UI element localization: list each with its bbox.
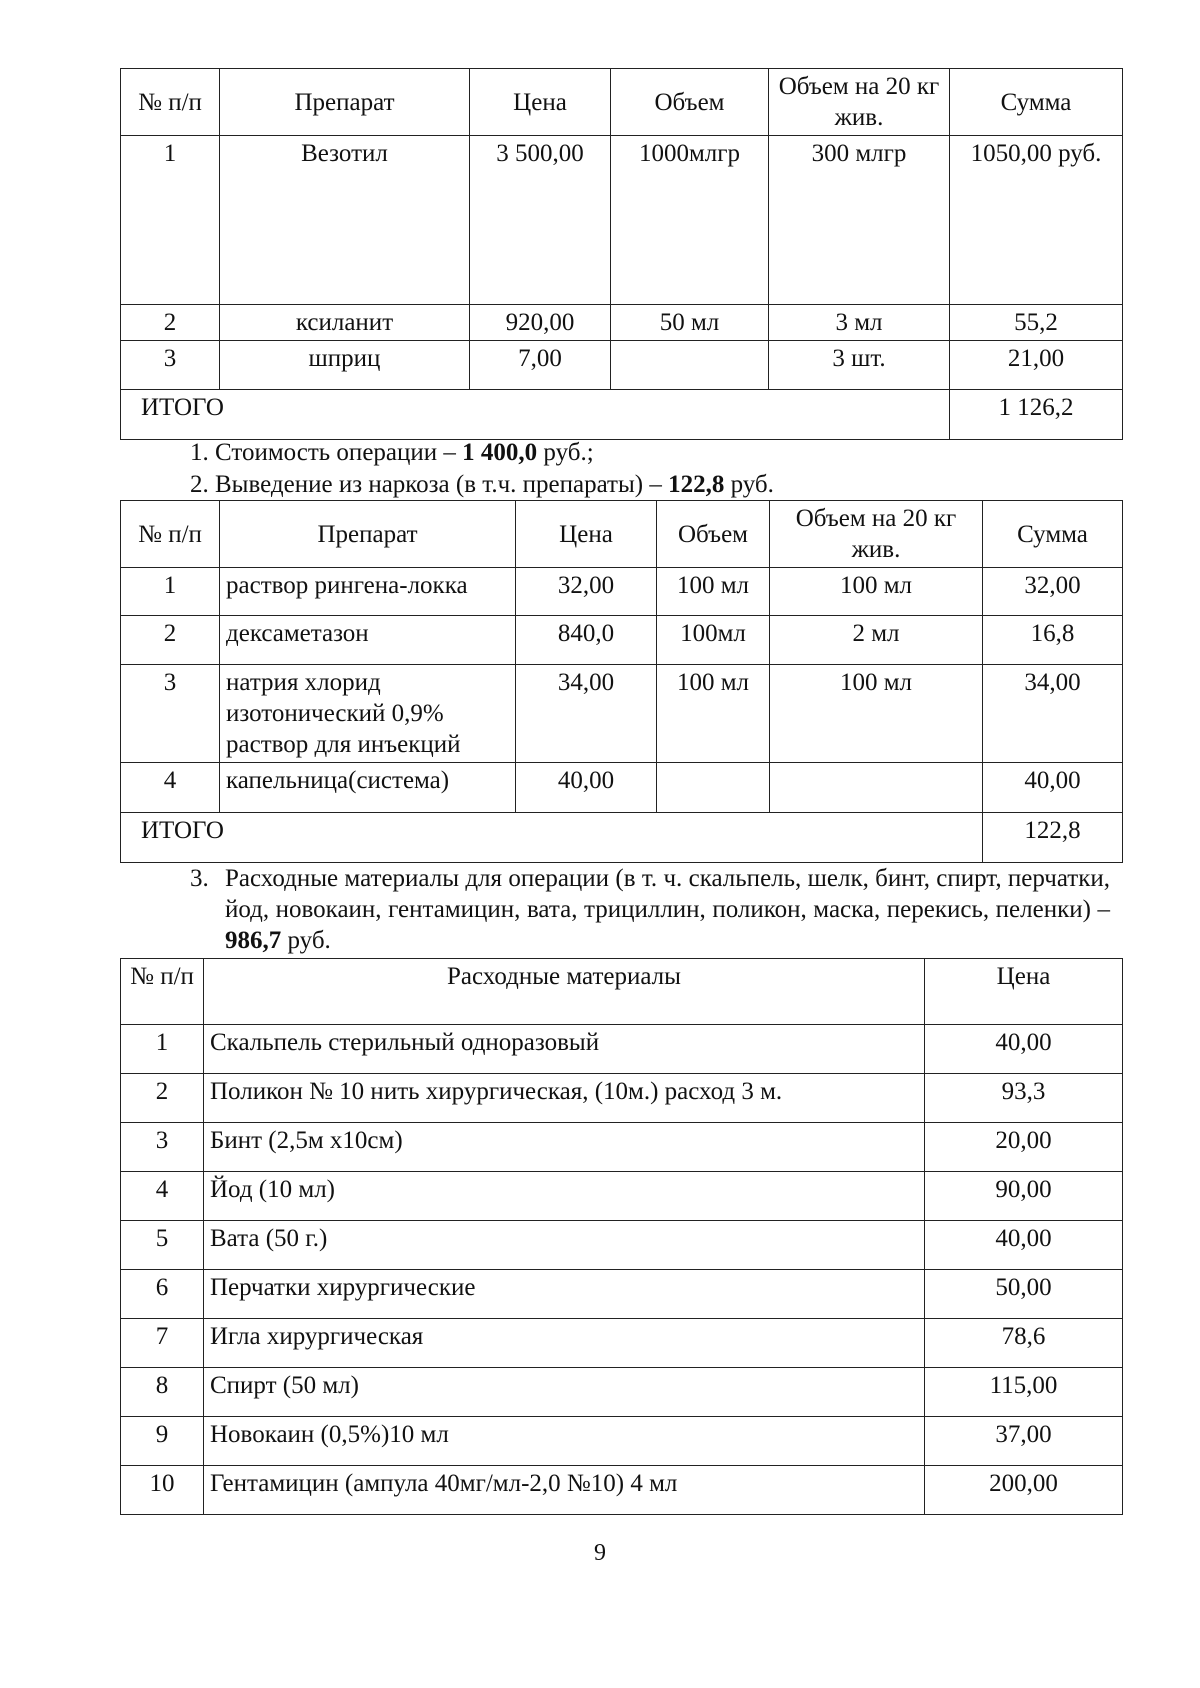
cell: 34,00: [983, 665, 1123, 763]
materials-table: [120, 958, 1123, 1515]
cell: 21,00: [950, 341, 1123, 390]
cell: 78,6: [925, 1319, 1123, 1368]
cell: 7,00: [470, 341, 611, 390]
list-text: Выведение из наркоза (в т.ч. препараты) –: [215, 471, 662, 498]
header-cell: Препарат: [220, 501, 516, 568]
cell: [611, 341, 769, 390]
table-row: [121, 616, 1123, 665]
header-cell: Цена: [516, 501, 657, 568]
table-row: [121, 1074, 1123, 1123]
cell: 93,3: [925, 1074, 1123, 1123]
cell: 920,00: [470, 305, 611, 341]
cell: 3 шт.: [769, 341, 950, 390]
cell: 40,00: [516, 763, 657, 813]
cell: раствор рингена-локка: [220, 568, 516, 616]
cell: 2: [121, 305, 220, 341]
total-value: 122,8: [983, 813, 1123, 863]
list-value: 986,7: [225, 927, 282, 954]
list-value: 1 400,0: [462, 439, 538, 466]
cell: 1000млгр: [611, 136, 769, 305]
header-cell: Препарат: [220, 69, 470, 136]
cell: Поликон № 10 нить хирургическая, (10м.) расход 3 м.: [204, 1074, 925, 1123]
table-row: [121, 1123, 1123, 1172]
cell: 840,0: [516, 616, 657, 665]
table-row: [121, 763, 1123, 813]
list-unit: руб.;: [543, 439, 594, 466]
cell: 20,00: [925, 1123, 1123, 1172]
page-number: 9: [594, 1540, 606, 1566]
total-value: 1 126,2: [950, 390, 1123, 440]
cell: 5: [121, 1221, 204, 1270]
cell: 1050,00 руб.: [950, 136, 1123, 305]
cell: 40,00: [925, 1221, 1123, 1270]
cell: 100 мл: [657, 665, 770, 763]
cell: Вата (50 г.): [204, 1221, 925, 1270]
cell: 115,00: [925, 1368, 1123, 1417]
cell: 90,00: [925, 1172, 1123, 1221]
cell: Новокаин (0,5%)10 мл: [204, 1417, 925, 1466]
cell: 1: [121, 568, 220, 616]
list-number: 3.: [190, 865, 209, 892]
cell: 50,00: [925, 1270, 1123, 1319]
table-header-row: [121, 69, 1123, 136]
cell: 100 мл: [770, 568, 983, 616]
cell: 32,00: [516, 568, 657, 616]
cell: 37,00: [925, 1417, 1123, 1466]
list-text: Расходные материалы для операции (в т. ч. скальпель, шелк, бинт, спирт, перчатки, йод, новокаин, гентамицин, вата, трициллин, поликон, маска, перекись, пеленки) –: [225, 865, 1110, 923]
header-cell: Объем: [611, 69, 769, 136]
list-text: Стоимость операции –: [215, 439, 456, 466]
cell: 100 мл: [657, 568, 770, 616]
cell: 55,2: [950, 305, 1123, 341]
total-label: ИТОГО: [121, 390, 950, 440]
list-paragraph: [225, 863, 1110, 956]
cell: 34,00: [516, 665, 657, 763]
header-cell: Объем: [657, 501, 770, 568]
cell: [770, 763, 983, 813]
cell: 40,00: [983, 763, 1123, 813]
cell: дексаметазон: [220, 616, 516, 665]
cell: Игла хирургическая: [204, 1319, 925, 1368]
cell: 200,00: [925, 1466, 1123, 1515]
cell: 50 мл: [611, 305, 769, 341]
header-cell: Цена: [470, 69, 611, 136]
table-header-row: [121, 501, 1123, 568]
table-row: [121, 1172, 1123, 1221]
table-row: [121, 1025, 1123, 1074]
table-row: [121, 136, 1123, 305]
cell: 1: [121, 136, 220, 305]
header-cell: № п/п: [121, 959, 204, 1025]
drug-table-2: [120, 500, 1123, 863]
list-unit: руб.: [730, 471, 774, 498]
table-row: [121, 1368, 1123, 1417]
header-cell: Объем на 20 кг жив.: [769, 69, 950, 136]
list-item-2: [190, 469, 774, 500]
cell: Йод (10 мл): [204, 1172, 925, 1221]
cell: 6: [121, 1270, 204, 1319]
table-row: [121, 1417, 1123, 1466]
cell: 3: [121, 1123, 204, 1172]
header-cell: Сумма: [983, 501, 1123, 568]
cell: 2 мл: [770, 616, 983, 665]
list-number: 1.: [190, 439, 209, 466]
cell: 32,00: [983, 568, 1123, 616]
list-item-1: [190, 437, 594, 468]
cell: Спирт (50 мл): [204, 1368, 925, 1417]
cell: шприц: [220, 341, 470, 390]
table-row: [121, 1319, 1123, 1368]
table-row: [121, 665, 1123, 763]
cell: 16,8: [983, 616, 1123, 665]
cell: 2: [121, 1074, 204, 1123]
table-header-row: [121, 959, 1123, 1025]
cell: 1: [121, 1025, 204, 1074]
cell: ксиланит: [220, 305, 470, 341]
header-cell: Расходные материалы: [204, 959, 925, 1025]
total-label: ИТОГО: [121, 813, 983, 863]
table-row: [121, 1221, 1123, 1270]
table-row: [121, 568, 1123, 616]
cell: 3: [121, 341, 220, 390]
cell: Скальпель стерильный одноразовый: [204, 1025, 925, 1074]
cell: Перчатки хирургические: [204, 1270, 925, 1319]
cell: 100 мл: [770, 665, 983, 763]
header-cell: № п/п: [121, 69, 220, 136]
cell: 100мл: [657, 616, 770, 665]
header-cell: Цена: [925, 959, 1123, 1025]
cell: 7: [121, 1319, 204, 1368]
list-item-3: [190, 863, 1110, 956]
cell: Гентамицин (ампула 40мг/мл-2,0 №10) 4 мл: [204, 1466, 925, 1515]
cell: 40,00: [925, 1025, 1123, 1074]
cell: 300 млгр: [769, 136, 950, 305]
cell: 3 500,00: [470, 136, 611, 305]
cell: капельница(система): [220, 763, 516, 813]
total-row: [121, 390, 1123, 440]
list-unit: руб.: [287, 927, 331, 954]
cell: Везотил: [220, 136, 470, 305]
cell: 10: [121, 1466, 204, 1515]
cell: 3: [121, 665, 220, 763]
cell: 3 мл: [769, 305, 950, 341]
cell: натрия хлорид изотонический 0,9% раствор для инъекций: [220, 665, 516, 763]
cell: 9: [121, 1417, 204, 1466]
table-row: [121, 1466, 1123, 1515]
table-row: [121, 1270, 1123, 1319]
header-cell: Сумма: [950, 69, 1123, 136]
cell: 2: [121, 616, 220, 665]
list-number: 2.: [190, 471, 209, 498]
cell: [657, 763, 770, 813]
total-row: [121, 813, 1123, 863]
header-cell: Объем на 20 кг жив.: [770, 501, 983, 568]
drug-table-1: [120, 68, 1123, 440]
header-cell: № п/п: [121, 501, 220, 568]
cell: 8: [121, 1368, 204, 1417]
cell: 4: [121, 1172, 204, 1221]
cell: 4: [121, 763, 220, 813]
cell: Бинт (2,5м х10см): [204, 1123, 925, 1172]
table-row: [121, 341, 1123, 390]
table-row: [121, 305, 1123, 341]
list-value: 122,8: [668, 471, 725, 498]
